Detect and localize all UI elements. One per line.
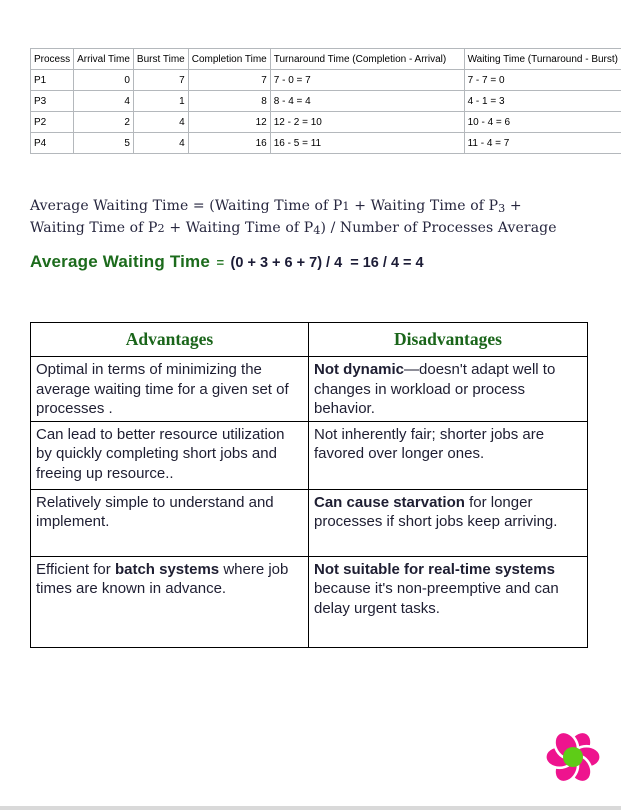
table-row [31,133,621,154]
text-segment: batch systems [114,560,220,578]
text-segment: 3 [498,202,506,215]
text-segment: Efficient for [36,560,115,578]
column-header-arrival: Arrival Time [74,49,134,70]
comparison-header-row [31,323,588,357]
text-segment: Not inherently fair; shorter jobs are favored over longer ones. [314,425,545,462]
avg-equals-sign: = [216,255,225,270]
cell-waiting: 4 - 1 = 3 [464,91,621,112]
disadvantage-cell [309,489,588,556]
text-segment: 1 [342,200,350,213]
schedule-table [30,48,621,154]
formula-line [30,196,605,218]
text-segment: 4 [313,223,321,237]
cell-waiting: 11 - 4 = 7 [464,133,621,154]
table-row [31,421,588,489]
cell-turnaround: 8 - 4 = 4 [270,91,464,112]
formula-line [30,218,605,240]
cell-waiting: 7 - 7 = 0 [464,70,621,91]
text-segment: Can lead to better resource utilization by quickly completing short jobs and freeing up resource.. [36,425,285,482]
advantage-cell [31,357,309,422]
flower-icon [539,723,607,791]
text-segment: + [505,198,522,214]
text-segment: Not dynamic [314,361,405,378]
advantages-header: Advantages [31,323,309,357]
text-segment: Optimal in terms of minimizing the average waiting time for a given set of processes . [36,361,289,417]
cell-completion: 12 [188,112,270,133]
cell-arrival: 4 [74,91,134,112]
text-segment: because it's non-preemptive and can delay urgent tasks. [314,580,559,617]
text-segment: + Waiting Time of P [349,198,499,214]
text-segment: where job times are known in advance. [36,560,289,597]
disadvantage-cell [309,357,588,422]
cell-process: P1 [31,70,74,91]
cell-waiting: 10 - 4 = 6 [464,112,621,133]
column-header-process: Process [31,49,74,70]
avg-formula-paragraph [30,196,605,239]
cell-completion: 16 [188,133,270,154]
cell-turnaround: 16 - 5 = 11 [270,133,464,154]
column-header-completion: Completion Time [188,49,270,70]
cell-process: P4 [31,133,74,154]
column-header-waiting: Waiting Time (Turnaround - Burst) [464,49,621,70]
text-segment: 2 [157,221,165,235]
table-row [31,70,621,91]
cell-process: P3 [31,91,74,112]
cell-completion: 7 [188,70,270,91]
cell-burst: 4 [133,112,188,133]
cell-turnaround: 12 - 2 = 10 [270,112,464,133]
table-row [31,556,588,647]
text-segment: Can cause starvation [314,493,465,511]
cell-turnaround: 7 - 0 = 7 [270,70,464,91]
disadvantages-header: Disadvantages [309,323,588,357]
text-segment: Average Waiting Time = (Waiting Time of P [30,198,343,214]
cell-arrival: 0 [74,70,134,91]
text-segment: Not suitable for real-time systems [314,560,555,578]
cell-burst: 7 [133,70,188,91]
cell-process: P2 [31,112,74,133]
table-row [31,489,588,556]
avg-result-label: Average Waiting Time [30,252,211,271]
column-header-turnaround: Turnaround Time (Completion - Arrival) [270,49,464,70]
flower-center [563,747,583,767]
advantage-cell [31,489,309,556]
text-segment: + Waiting Time of P [164,219,314,236]
advantage-cell [31,421,309,489]
advantage-cell [31,556,309,647]
cell-completion: 8 [188,91,270,112]
text-segment: Relatively simple to understand and implement. [36,493,274,530]
text-segment: —doesn't adapt well to changes in workload or process behavior. [314,361,556,417]
cell-arrival: 2 [74,112,134,133]
disadvantage-cell [309,421,588,489]
comparison-table [30,322,588,648]
column-header-burst: Burst Time [133,49,188,70]
schedule-header-row [31,49,621,70]
page-bottom-edge [0,806,621,810]
table-row [31,112,621,133]
table-row [31,357,588,422]
table-row [31,91,621,112]
cell-arrival: 5 [74,133,134,154]
disadvantage-cell [309,556,588,647]
avg-expression: (0 + 3 + 6 + 7) / 4 = 16 / 4 = 4 [230,255,424,271]
cell-burst: 4 [133,133,188,154]
cell-burst: 1 [133,91,188,112]
avg-result-line [30,252,424,272]
text-segment: ) / Number of Processes Average [320,219,557,236]
text-segment: Waiting Time of P [30,219,158,236]
text-segment: for longer processes if short jobs keep arriving. [314,493,558,530]
